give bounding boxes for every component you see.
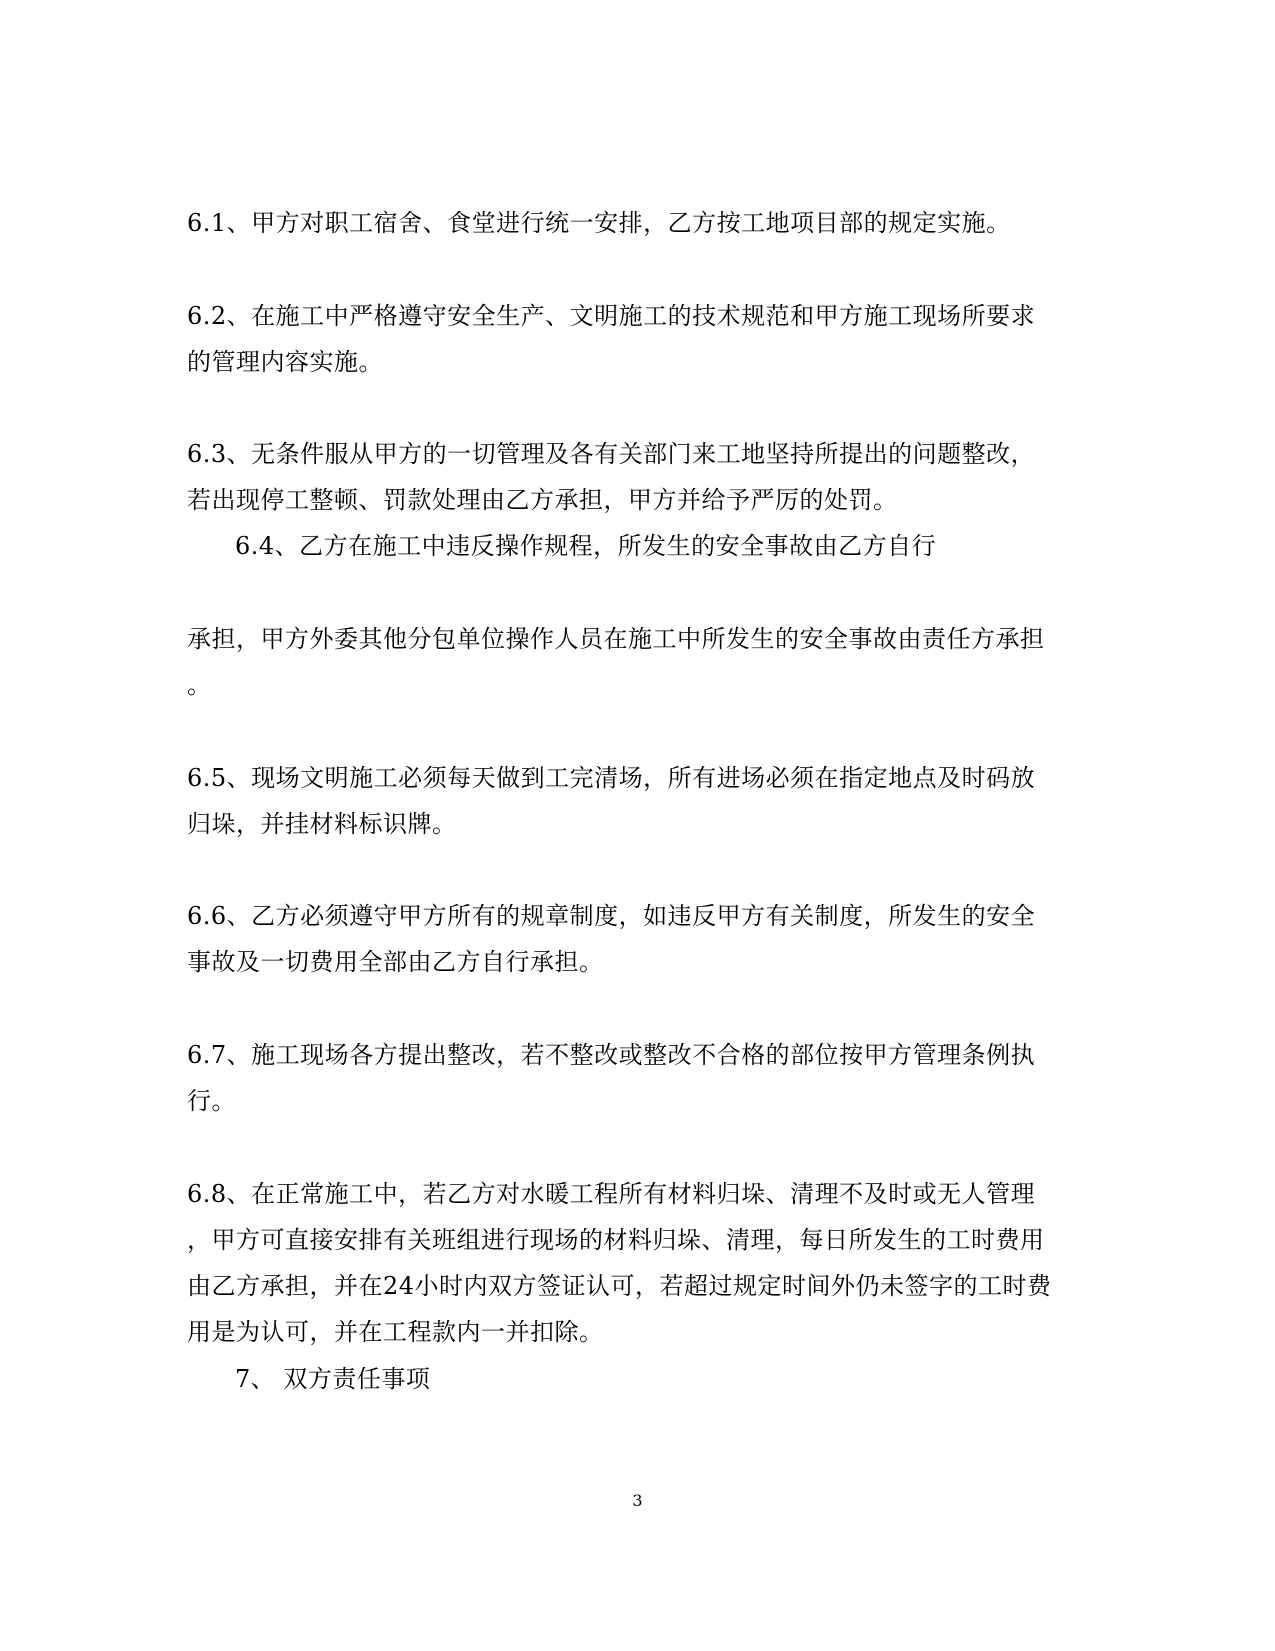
clause-6-2-line-1: 6.2、在施工中严格遵守安全生产、文明施工的技术规范和甲方施工现场所要求: [187, 302, 1036, 330]
clause-6-7-line-1: 6.7、施工现场各方提出整改，若不整改或整改不合格的部位按甲方管理条例执: [187, 1041, 1036, 1069]
clause-6-3-line-2: 若出现停工整顿、罚款处理由乙方承担，甲方并给予严厉的处罚。: [187, 486, 898, 514]
clause-6-8-line-1: 6.8、在正常施工中，若乙方对水暖工程所有材料归垛、清理不及时或无人管理: [187, 1180, 1036, 1208]
clause-6-4-line-1: 6.4、乙方在施工中违反操作规程，所发生的安全事故由乙方自行: [235, 532, 937, 560]
clause-6-2-line-2: 的管理内容实施。: [187, 348, 383, 376]
clause-6-6-line-2: 事故及一切费用全部由乙方自行承担。: [187, 948, 604, 976]
clause-6-8-line-2: ，甲方可直接安排有关班组进行现场的材料归垛、清理，每日所发生的工时费用: [187, 1226, 1045, 1254]
clause-6-1-line-1: 6.1、甲方对职工宿舍、食堂进行统一安排，乙方按工地项目部的规定实施。: [187, 209, 1011, 237]
clause-6-5-line-2: 归垛，并挂材料标识牌。: [187, 810, 457, 838]
clause-6-8-line-4: 用是为认可，并在工程款内一并扣除。: [187, 1318, 604, 1346]
clause-6-5-line-1: 6.5、现场文明施工必须每天做到工完清场，所有进场必须在指定地点及时码放: [187, 764, 1036, 792]
clause-6-6-line-1: 6.6、乙方必须遵守甲方所有的规章制度，如违反甲方有关制度，所发生的安全: [187, 902, 1036, 930]
clause-6-4-line-3: 。: [187, 671, 212, 699]
clause-6-4-line-2: 承担，甲方外委其他分包单位操作人员在施工中所发生的安全事故由责任方承担: [187, 625, 1045, 653]
clause-6-8-line-3: 由乙方承担，并在24小时内双方签证认可，若超过规定时间外仍未签字的工时费: [187, 1272, 1052, 1300]
section-7-heading: 7、 双方责任事项: [235, 1365, 431, 1393]
page-number: 3: [632, 1491, 643, 1510]
clause-6-3-line-1: 6.3、无条件服从甲方的一切管理及各有关部门来工地坚持所提出的问题整改，: [187, 440, 1036, 468]
clause-6-7-line-2: 行。: [187, 1087, 236, 1115]
